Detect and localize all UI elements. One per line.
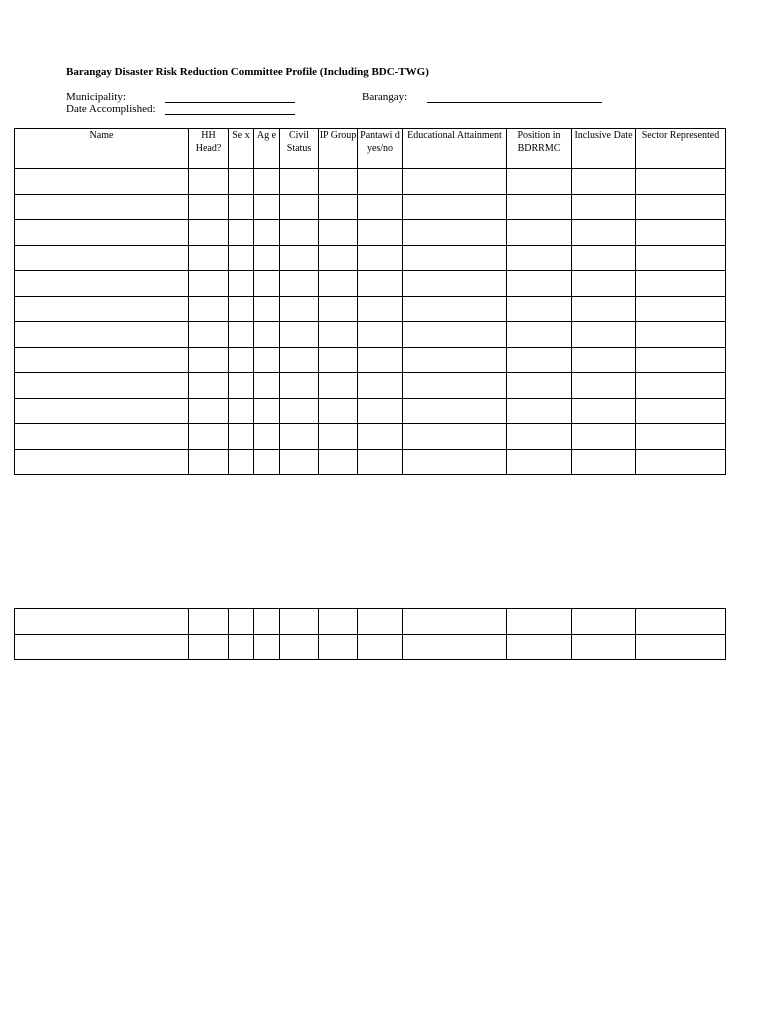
table-cell[interactable] (319, 296, 358, 322)
header-ip-group: IP Group (319, 129, 358, 169)
table-cell[interactable] (229, 169, 254, 195)
table-cell[interactable] (15, 373, 189, 399)
table-cell[interactable] (507, 169, 572, 195)
table-cell[interactable] (189, 296, 229, 322)
table-cell[interactable] (280, 169, 319, 195)
table-cell[interactable] (358, 271, 403, 297)
table-row (15, 347, 726, 373)
table-cell[interactable] (280, 220, 319, 246)
table-cell[interactable] (280, 245, 319, 271)
table-cell[interactable] (403, 373, 507, 399)
table-cell[interactable] (280, 373, 319, 399)
date-accomplished-label: Date Accomplished: (66, 103, 156, 115)
table-row (15, 609, 726, 635)
table-cell[interactable] (280, 296, 319, 322)
table-cell[interactable] (229, 220, 254, 246)
committee-profile-table (14, 128, 726, 475)
table-cell[interactable] (403, 245, 507, 271)
header-educational-attainment: Educational Attainment (403, 129, 507, 169)
table-cell[interactable] (15, 169, 189, 195)
table-cell[interactable] (507, 449, 572, 475)
barangay-label: Barangay: (362, 91, 408, 103)
header-age: Ag e (254, 129, 280, 169)
table-cell[interactable] (254, 322, 280, 348)
table-cell[interactable] (507, 296, 572, 322)
table-cell[interactable] (572, 296, 636, 322)
table-cell[interactable] (636, 322, 726, 348)
table-cell[interactable] (15, 322, 189, 348)
table-cell[interactable] (636, 634, 726, 660)
table-row (15, 271, 726, 297)
table-cell[interactable] (15, 220, 189, 246)
table-cell[interactable] (15, 449, 189, 475)
table-cell[interactable] (254, 169, 280, 195)
table-cell[interactable] (636, 194, 726, 220)
table-cell[interactable] (229, 449, 254, 475)
header-sex: Se x (229, 129, 254, 169)
table-cell[interactable] (229, 271, 254, 297)
table-cell[interactable] (189, 245, 229, 271)
table-cell[interactable] (229, 322, 254, 348)
table-cell[interactable] (358, 398, 403, 424)
header-civil-status: Civil Status (280, 129, 319, 169)
table-row (15, 398, 726, 424)
table-cell[interactable] (280, 634, 319, 660)
table-cell[interactable] (254, 398, 280, 424)
table-cell[interactable] (358, 634, 403, 660)
table-cell[interactable] (572, 634, 636, 660)
table-row (15, 373, 726, 399)
table-cell[interactable] (507, 424, 572, 450)
table-cell[interactable] (507, 194, 572, 220)
table-cell[interactable] (403, 169, 507, 195)
table-cell[interactable] (636, 424, 726, 450)
table-cell[interactable] (572, 398, 636, 424)
table-cell[interactable] (507, 373, 572, 399)
table-row (15, 449, 726, 475)
table-cell[interactable] (15, 424, 189, 450)
table-cell[interactable] (254, 609, 280, 635)
table-cell[interactable] (507, 322, 572, 348)
table-cell[interactable] (254, 194, 280, 220)
committee-profile-table-continued (14, 608, 726, 660)
table-cell[interactable] (636, 449, 726, 475)
table-cell[interactable] (280, 609, 319, 635)
table-cell[interactable] (319, 245, 358, 271)
table-cell[interactable] (358, 220, 403, 246)
table-cell[interactable] (319, 271, 358, 297)
table-cell[interactable] (280, 449, 319, 475)
table-cell[interactable] (15, 609, 189, 635)
table-cell[interactable] (507, 398, 572, 424)
table-cell[interactable] (572, 424, 636, 450)
table-cell[interactable] (572, 449, 636, 475)
table-cell[interactable] (403, 296, 507, 322)
table-cell[interactable] (189, 634, 229, 660)
table-cell[interactable] (636, 347, 726, 373)
table-cell[interactable] (403, 449, 507, 475)
table-cell[interactable] (15, 271, 189, 297)
table-cell[interactable] (254, 245, 280, 271)
table-row (15, 245, 726, 271)
table-cell[interactable] (572, 322, 636, 348)
table-cell[interactable] (280, 398, 319, 424)
table-cell[interactable] (636, 220, 726, 246)
table-cell[interactable] (229, 194, 254, 220)
table-cell[interactable] (189, 398, 229, 424)
table-cell[interactable] (572, 609, 636, 635)
table-cell[interactable] (189, 271, 229, 297)
form-title: Barangay Disaster Risk Reduction Committee Profile (Including BDC-TWG) (66, 66, 429, 78)
table-cell[interactable] (572, 347, 636, 373)
table-cell[interactable] (319, 347, 358, 373)
table-cell[interactable] (229, 245, 254, 271)
table-cell[interactable] (189, 449, 229, 475)
table-cell[interactable] (358, 373, 403, 399)
table-cell[interactable] (403, 271, 507, 297)
table-header-row (15, 129, 726, 169)
header-sector: Sector Represented (636, 129, 726, 169)
table-cell[interactable] (280, 347, 319, 373)
table-cell[interactable] (403, 398, 507, 424)
municipality-field[interactable] (165, 102, 295, 103)
table-cell[interactable] (280, 322, 319, 348)
table-cell[interactable] (319, 398, 358, 424)
table-cell[interactable] (403, 609, 507, 635)
table-cell[interactable] (189, 373, 229, 399)
table-cell[interactable] (636, 373, 726, 399)
table-cell[interactable] (280, 424, 319, 450)
table-cell[interactable] (15, 245, 189, 271)
table-cell[interactable] (254, 449, 280, 475)
table-cell[interactable] (319, 449, 358, 475)
date-accomplished-field[interactable] (165, 114, 295, 115)
table-row (15, 220, 726, 246)
table-cell[interactable] (229, 296, 254, 322)
municipality-label: Municipality: (66, 91, 126, 103)
table-cell[interactable] (358, 424, 403, 450)
table-cell[interactable] (189, 169, 229, 195)
table-cell[interactable] (254, 634, 280, 660)
table-cell[interactable] (254, 296, 280, 322)
table-cell[interactable] (319, 373, 358, 399)
header-position: Position in BDRRMC (507, 129, 572, 169)
table-row (15, 296, 726, 322)
table-cell[interactable] (254, 347, 280, 373)
table-cell[interactable] (229, 609, 254, 635)
table-cell[interactable] (189, 424, 229, 450)
table-cell[interactable] (254, 424, 280, 450)
table-cell[interactable] (507, 609, 572, 635)
table-cell[interactable] (507, 347, 572, 373)
table-cell[interactable] (15, 398, 189, 424)
table-cell[interactable] (15, 194, 189, 220)
table-cell[interactable] (358, 609, 403, 635)
header-hh-head: HH Head? (189, 129, 229, 169)
table-cell[interactable] (229, 424, 254, 450)
table-cell[interactable] (15, 347, 189, 373)
table-cell[interactable] (507, 245, 572, 271)
table-cell[interactable] (403, 194, 507, 220)
table-row (15, 322, 726, 348)
header-pantawid: Pantawi d yes/no (358, 129, 403, 169)
header-inclusive-date: Inclusive Date (572, 129, 636, 169)
table-cell[interactable] (572, 271, 636, 297)
table-cell[interactable] (358, 245, 403, 271)
table-cell[interactable] (254, 271, 280, 297)
table-cell[interactable] (403, 220, 507, 246)
table-cell[interactable] (636, 398, 726, 424)
table-cell[interactable] (189, 194, 229, 220)
table-cell[interactable] (358, 194, 403, 220)
table-cell[interactable] (189, 609, 229, 635)
table-cell[interactable] (280, 271, 319, 297)
table-cell[interactable] (229, 634, 254, 660)
table-cell[interactable] (636, 169, 726, 195)
table-cell[interactable] (507, 220, 572, 246)
table-cell[interactable] (572, 169, 636, 195)
table-cell[interactable] (189, 347, 229, 373)
table-cell[interactable] (358, 449, 403, 475)
table-cell[interactable] (15, 296, 189, 322)
table-cell[interactable] (403, 634, 507, 660)
table-row (15, 169, 726, 195)
table-cell[interactable] (189, 220, 229, 246)
table-cell[interactable] (507, 271, 572, 297)
table-cell[interactable] (229, 347, 254, 373)
table-cell[interactable] (636, 271, 726, 297)
table-cell[interactable] (572, 245, 636, 271)
table-cell[interactable] (507, 634, 572, 660)
table-cell[interactable] (358, 322, 403, 348)
table-cell[interactable] (229, 398, 254, 424)
table-cell[interactable] (229, 373, 254, 399)
table-cell[interactable] (572, 220, 636, 246)
table-cell[interactable] (319, 220, 358, 246)
table-row (15, 634, 726, 660)
table-cell[interactable] (403, 347, 507, 373)
table-cell[interactable] (403, 322, 507, 348)
table-cell[interactable] (572, 373, 636, 399)
table-cell[interactable] (189, 322, 229, 348)
table-cell[interactable] (358, 347, 403, 373)
barangay-field[interactable] (427, 102, 602, 103)
table-cell[interactable] (254, 373, 280, 399)
table-cell[interactable] (319, 634, 358, 660)
table-cell[interactable] (636, 609, 726, 635)
table-cell[interactable] (636, 245, 726, 271)
table-cell[interactable] (319, 169, 358, 195)
table-cell[interactable] (15, 634, 189, 660)
table-row (15, 424, 726, 450)
table-cell[interactable] (319, 424, 358, 450)
table-cell[interactable] (319, 609, 358, 635)
table-cell[interactable] (636, 296, 726, 322)
table-cell[interactable] (319, 322, 358, 348)
table-cell[interactable] (319, 194, 358, 220)
table-cell[interactable] (358, 169, 403, 195)
table-cell[interactable] (254, 220, 280, 246)
table-row (15, 194, 726, 220)
table-cell[interactable] (403, 424, 507, 450)
table-cell[interactable] (572, 194, 636, 220)
table-cell[interactable] (280, 194, 319, 220)
header-name: Name (15, 129, 189, 169)
table-cell[interactable] (358, 296, 403, 322)
